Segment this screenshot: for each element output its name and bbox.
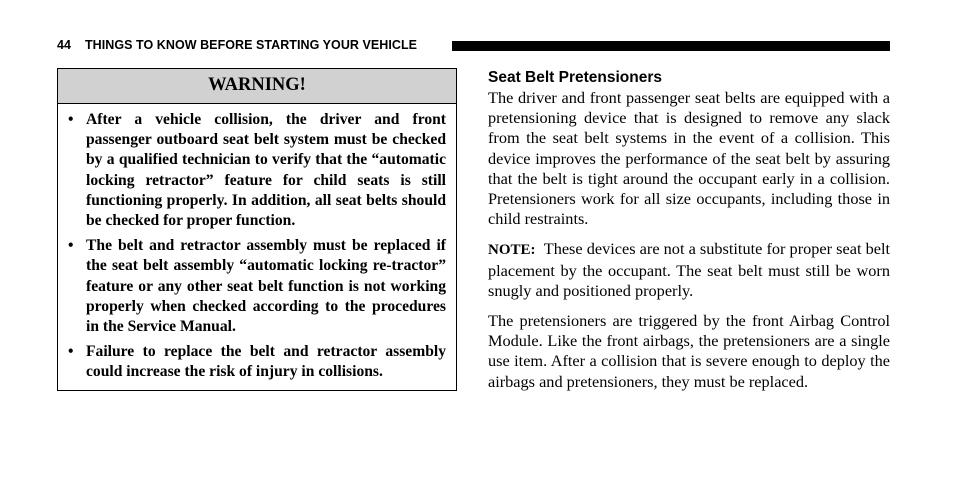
warning-title: WARNING! — [58, 69, 456, 104]
warning-list — [58, 104, 456, 383]
running-title: THINGS TO KNOW BEFORE STARTING YOUR VEHICLE — [85, 38, 418, 52]
warning-item — [68, 110, 446, 231]
page-header — [57, 37, 890, 55]
bullet-icon: • — [68, 343, 74, 361]
note-text: These devices are not a substitute for proper seat belt placement by the occupant. The seat belt must still be worn snugly and positioned properly. — [488, 239, 890, 300]
pretensioners-section — [488, 68, 890, 392]
paragraph-intro: The driver and front passenger seat belts are equipped with a pretensioning device that is designed to remove any slack from the seat belt systems in the event of a collision. This device improves the performance of the seat belt by assuring that the belt is tight around the occupant early in a collision. Pretensioners work for all size occupants, including those in child restraints. — [488, 88, 890, 229]
section-heading: Seat Belt Pretensioners — [488, 69, 663, 86]
warning-box — [57, 68, 457, 391]
bullet-icon: • — [68, 111, 74, 128]
note-paragraph — [488, 239, 890, 301]
warning-item-text: After a vehicle collision, the driver and front passenger outboard seat belt system must be checked by a qualified technician to verify that the “automatic locking retractor” feature for child seats is still functioning properly. In addition, all seat belts should be checked for proper function. — [86, 111, 446, 230]
page-number: 44 — [57, 38, 71, 52]
paragraph-trigger: The pretensioners are triggered by the front Airbag Control Module. Like the front airbags, the pretensioners are a single use item. After a collision that is severe enough to deploy the airbags and pretensioners, they must be replaced. — [488, 311, 890, 391]
warning-item-text: The belt and retractor assembly must be replaced if the seat belt assembly “automatic locking re-tractor” feature or any other seat belt function is not working properly when checked according to the procedures in the Service Manual. — [86, 237, 446, 336]
note-label: NOTE: — [488, 242, 536, 259]
warning-item — [68, 342, 446, 382]
header-rule — [452, 41, 890, 51]
warning-item — [68, 236, 446, 337]
bullet-icon: • — [68, 237, 74, 255]
warning-item-text: Failure to replace the belt and retractor assembly could increase the risk of injury in collisions. — [86, 343, 446, 381]
